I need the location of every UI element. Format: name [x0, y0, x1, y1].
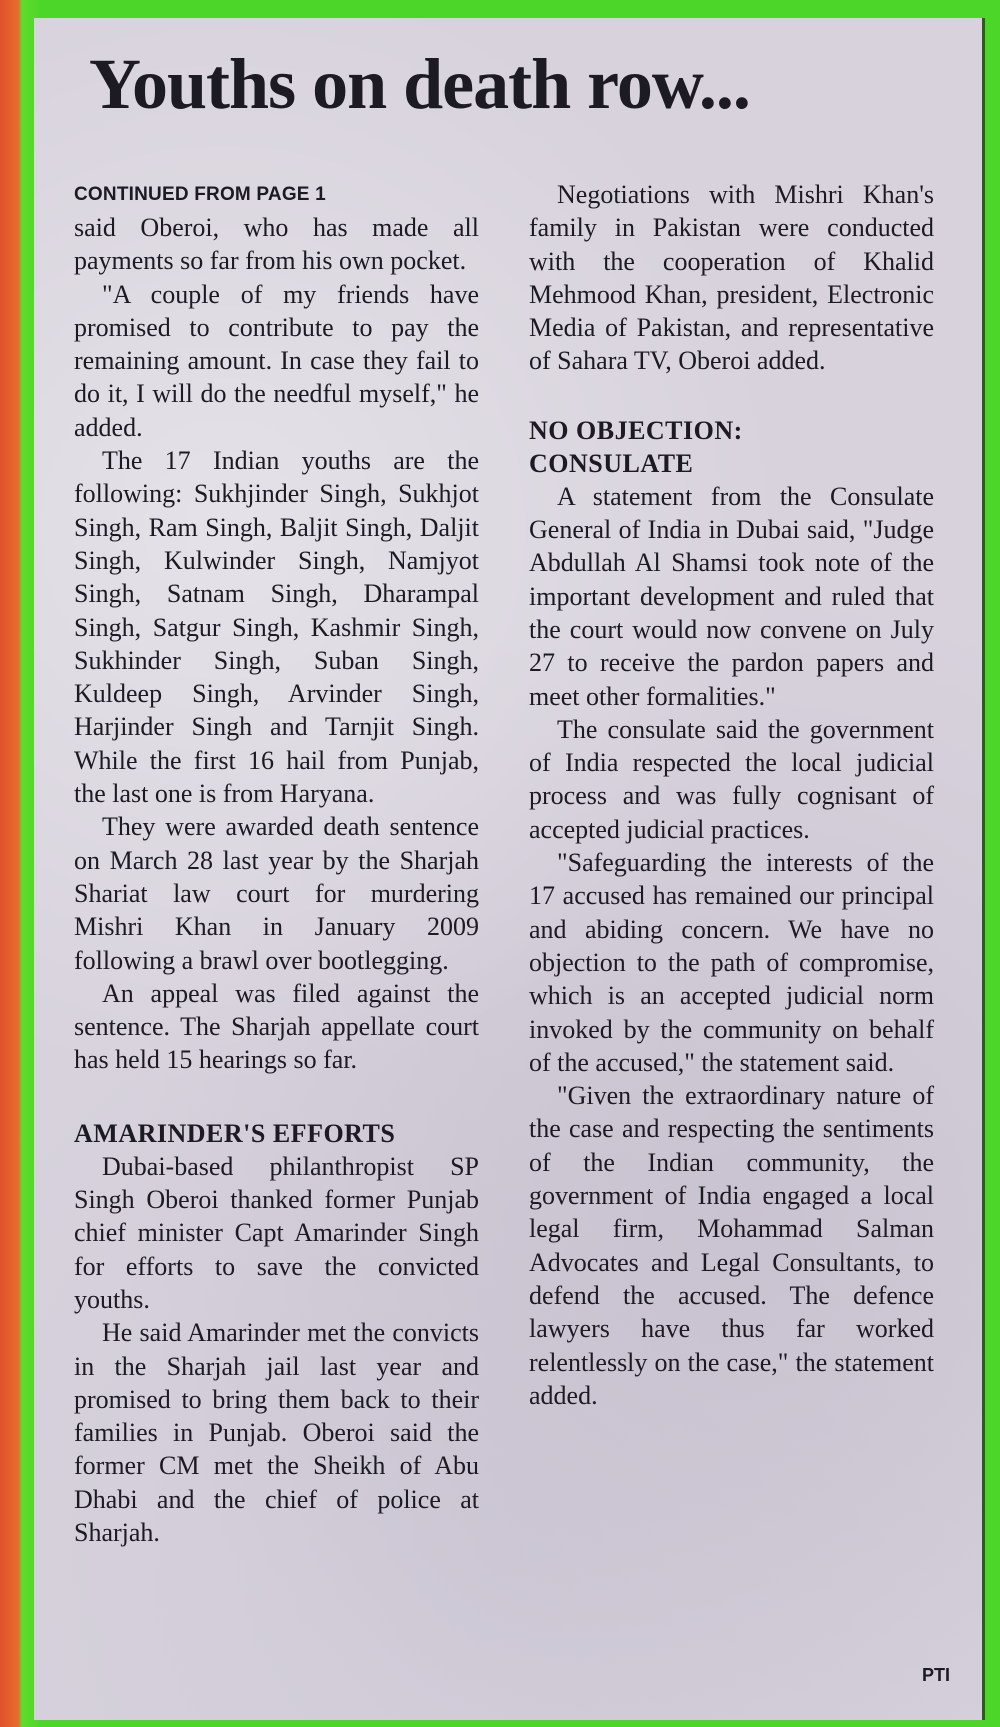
- paragraph: An appeal was filed against the sentence. The Sharjah appellate court has held 15 hearings so far.: [74, 978, 479, 1075]
- paragraph: The consulate said the government of India respected the local judicial process and was fully cognisant of accepted judicial practices.: [529, 714, 934, 844]
- subheading: AMARINDER'S EFFORTS: [74, 1118, 396, 1148]
- paragraph: Negotiations with Mishri Khan's family in Pakistan were conducted with the cooperation of Khalid Mehmood Khan, president, Electronic Media of Pakistan, and representative of Sahara TV, Oberoi added.: [529, 180, 934, 376]
- paragraph: "Safeguarding the interests of the 17 accused has remained our principal and abiding concern. We have no objection to the path of compromise, which is an accepted judicial norm invoked by the community on behalf of the accused," the statement said.: [529, 848, 934, 1077]
- column-left: [74, 178, 479, 1549]
- subheading: [529, 414, 934, 480]
- paragraph: "A couple of my friends have promised to contribute to pay the remaining amount. In case they fail to do it, I will do the needful myself," he added.: [74, 279, 479, 442]
- newspaper-clipping: [34, 18, 985, 1720]
- subheading-line: NO OBJECTION:: [529, 415, 743, 445]
- paragraph: said Oberoi, who has made all payments so far from his own pocket.: [74, 213, 479, 276]
- paragraph: They were awarded death sentence on March 28 last year by the Sharjah Shariat law court for murdering Mishri Khan in January 2009 following a brawl over bootlegging.: [74, 812, 479, 975]
- subheading-line: CONSULATE: [529, 448, 694, 478]
- paragraph: Dubai-based philanthropist SP Singh Oberoi thanked former Punjab chief minister Capt Amarinder Singh for efforts to save the convicted youths.: [74, 1151, 479, 1314]
- column-right: [529, 178, 934, 1412]
- paragraph: "Given the extraordinary nature of the case and respecting the sentiments of the Indian community, the government of India engaged a local legal firm, Mohammad Salman Advocates and Legal Consultants, to defend the accused. The defence lawyers have thus far worked relentlessly on the case," the statement added.: [529, 1081, 934, 1410]
- agency-credit: PTI: [921, 1665, 950, 1685]
- paragraph: The 17 Indian youths are the following: Sukhjinder Singh, Sukhjot Singh, Ram Singh, Baljit Singh, Daljit Singh, Kulwinder Singh, Namjyot Singh, Satnam Singh, Dharampal Singh, Satgur Singh, Kashmir Singh, Sukhinder Singh, Suban Singh, Kuldeep Singh, Arvinder Singh, Harjinder Singh and Tarnjit Singh. While the first 16 hail from Punjab, the last one is from Haryana.: [74, 446, 479, 809]
- paragraph: He said Amarinder met the convicts in the Sharjah jail last year and promised to bring them back to their families in Punjab. Oberoi said the former CM met the Sheikh of Abu Dhabi and the chief of police at Sharjah.: [74, 1318, 479, 1547]
- headline: Youths on death row...: [89, 44, 750, 124]
- continued-kicker: CONTINUED FROM PAGE 1: [74, 184, 326, 205]
- paragraph: A statement from the Consulate General of India in Dubai said, "Judge Abdullah Al Shamsi took note of the important development and ruled that the court would now convene on July 27 to receive the pardon papers and meet other formalities.": [529, 481, 934, 711]
